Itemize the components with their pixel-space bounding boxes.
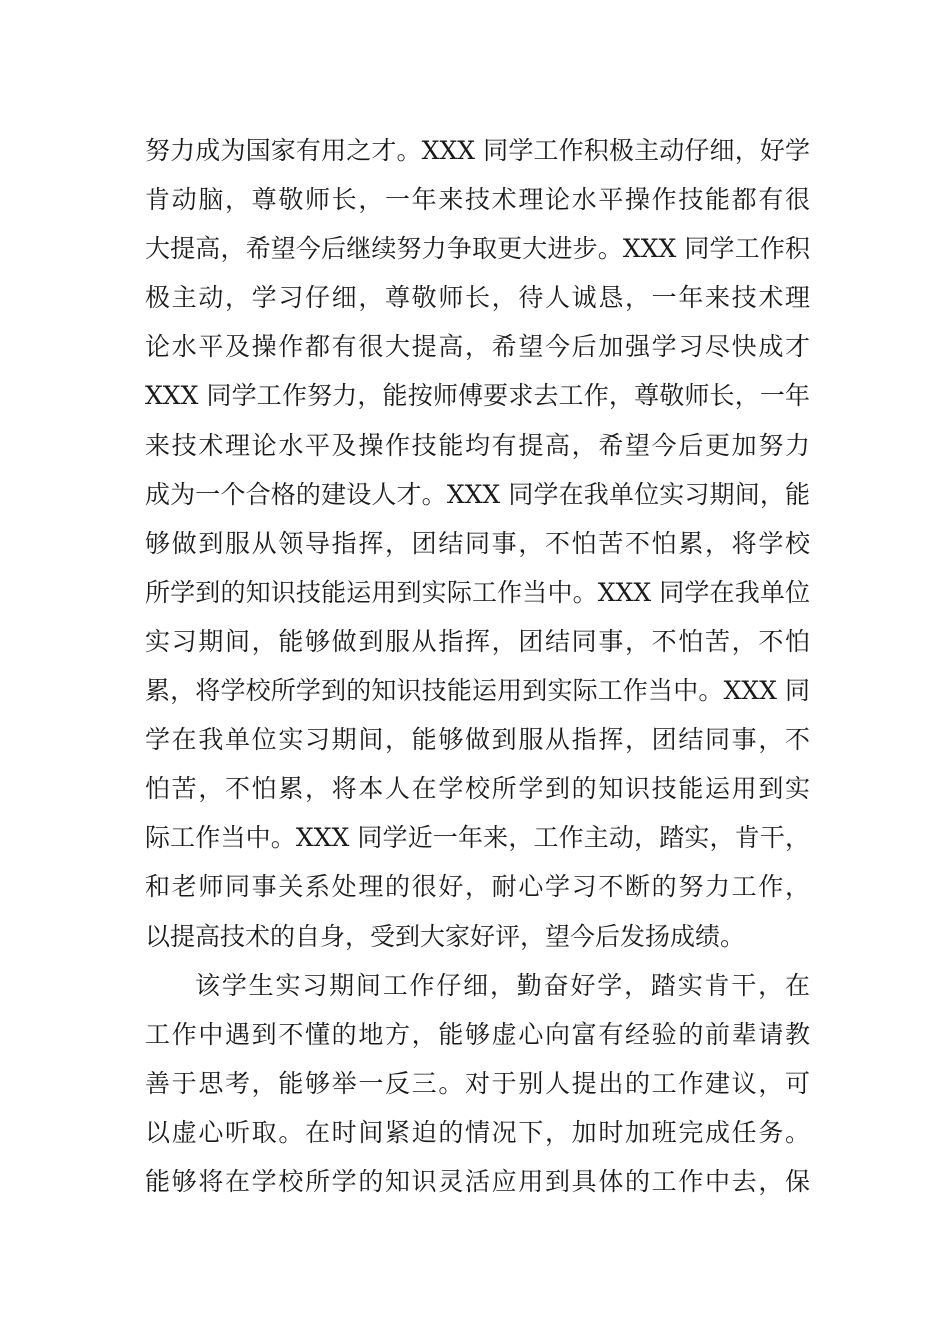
text-line: 累，将学校所学到的知识技能运用到实际工作当中。XXX 同 <box>145 676 810 706</box>
text-line: XXX 同学工作努力，能按师傅要求去工作，尊敬师长，一年 <box>145 381 810 411</box>
paragraph-1 <box>145 126 810 961</box>
text-line: 善于思考，能够举一反三。对于别人提出的工作建议，可 <box>145 1068 810 1098</box>
text-line: 肯动脑，尊敬师长，一年来技术理论水平操作技能都有很 <box>145 185 810 215</box>
text-line: 以提高技术的自身，受到大家好评，望今后发扬成绩。 <box>145 921 746 951</box>
text-line: 怕苦，不怕累，将本人在学校所学到的知识技能运用到实 <box>145 774 810 804</box>
text-line: 和老师同事关系处理的很好，耐心学习不断的努力工作， <box>145 872 810 902</box>
text-line: 该学生实习期间工作仔细，勤奋好学，踏实肯干，在 <box>195 970 810 1000</box>
text-line: 论水平及操作都有很大提高，希望今后加强学习尽快成才 <box>145 332 810 362</box>
text-line: 所学到的知识技能运用到实际工作当中。XXX 同学在我单位 <box>145 577 810 607</box>
paragraph-2 <box>145 961 810 1206</box>
text-line: 工作中遇到不懂的地方，能够虚心向富有经验的前辈请教 <box>145 1019 810 1049</box>
document-body <box>145 126 810 1206</box>
text-line: 实习期间，能够做到服从指挥，团结同事，不怕苦，不怕 <box>145 626 810 656</box>
text-line: 大提高，希望今后继续努力争取更大进步。XXX 同学工作积 <box>145 234 810 264</box>
text-line: 成为一个合格的建设人才。XXX 同学在我单位实习期间，能 <box>145 479 810 509</box>
text-line: 来技术理论水平及操作技能均有提高，希望今后更加努力 <box>145 430 810 460</box>
text-line: 以虚心听取。在时间紧迫的情况下，加时加班完成任务。 <box>145 1117 810 1147</box>
text-line: 学在我单位实习期间，能够做到服从指挥，团结同事，不 <box>145 725 810 755</box>
text-line: 够做到服从领导指挥，团结同事，不怕苦不怕累，将学校 <box>145 528 810 558</box>
text-line: 努力成为国家有用之才。XXX 同学工作积极主动仔细，好学 <box>145 136 810 165</box>
text-line: 际工作当中。XXX 同学近一年来，工作主动，踏实，肯干， <box>145 823 810 853</box>
text-line: 极主动，学习仔细，尊敬师长，待人诚恳，一年来技术理 <box>145 283 810 313</box>
text-line: 能够将在学校所学的知识灵活应用到具体的工作中去，保 <box>145 1166 810 1196</box>
